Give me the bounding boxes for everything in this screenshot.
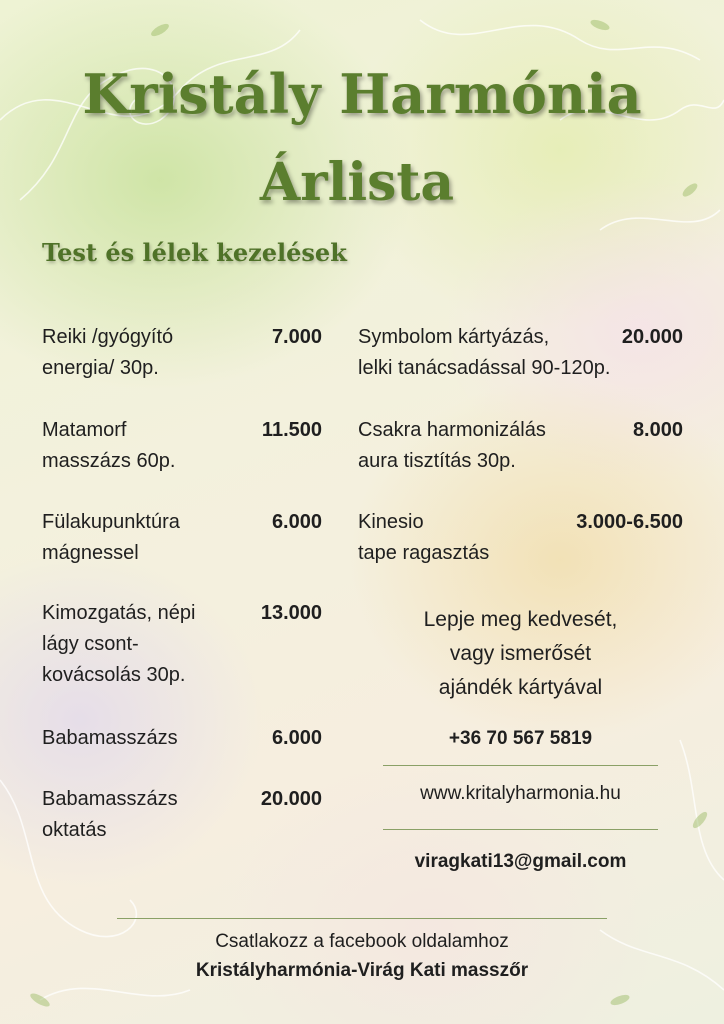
item-name: Matamorf masszázs 60p. [42, 419, 176, 472]
email-link[interactable]: viragkati13@gmail.com [414, 851, 627, 872]
price-item [42, 723, 322, 755]
phone-number[interactable]: +36 70 567 5819 [448, 728, 593, 749]
item-name: Kinesio tape ragasztás [358, 511, 490, 564]
item-name: Reiki /gyógyító energia/ 30p. [42, 326, 174, 379]
item-price: 6.000 [271, 511, 322, 533]
item-name: Fülakupunktúra mágnessel [42, 511, 180, 564]
page-subtitle-title: Árlista [259, 152, 455, 213]
price-item [42, 507, 322, 571]
price-item [42, 784, 322, 848]
website-link[interactable]: www.kritalyharmonia.hu [420, 783, 621, 804]
price-item [358, 415, 683, 479]
footer-facebook-page[interactable]: Kristályharmónia-Virág Kati masszőr [195, 960, 529, 981]
page-title: Kristály Harmónia [82, 62, 642, 126]
item-price: 13.000 [260, 602, 322, 624]
item-price: 8.000 [632, 419, 683, 441]
item-price: 3.000-6.500 [576, 511, 683, 533]
item-name: Symbolom kártyázás, lelki tanácsadással 90-120p. [358, 326, 611, 379]
divider [383, 829, 658, 830]
price-item [42, 415, 322, 479]
item-price: 20.000 [621, 326, 683, 348]
gift-card-promo: Lepje meg kedvesét, vagy ismerősét ajándék kártyával [423, 608, 618, 699]
divider [383, 765, 658, 766]
price-item [358, 507, 683, 571]
item-name: Csakra harmonizálás aura tisztítás 30p. [358, 419, 546, 472]
item-price: 6.000 [271, 727, 322, 749]
item-price: 11.500 [261, 419, 322, 441]
item-price: 7.000 [271, 326, 322, 348]
item-price: 20.000 [260, 788, 322, 810]
section-heading: Test és lélek kezelések [42, 238, 347, 267]
footer-divider [117, 918, 607, 919]
price-item [42, 322, 322, 386]
item-name: Babamasszázs [42, 727, 178, 749]
price-item [358, 322, 683, 386]
footer-facebook-text: Csatlakozz a facebook oldalamhoz [215, 931, 509, 952]
item-name: Kimozgatás, népi lágy csont- kovácsolás 30p. [42, 602, 196, 686]
item-name: Babamasszázs oktatás [42, 788, 178, 841]
price-item [42, 598, 322, 694]
